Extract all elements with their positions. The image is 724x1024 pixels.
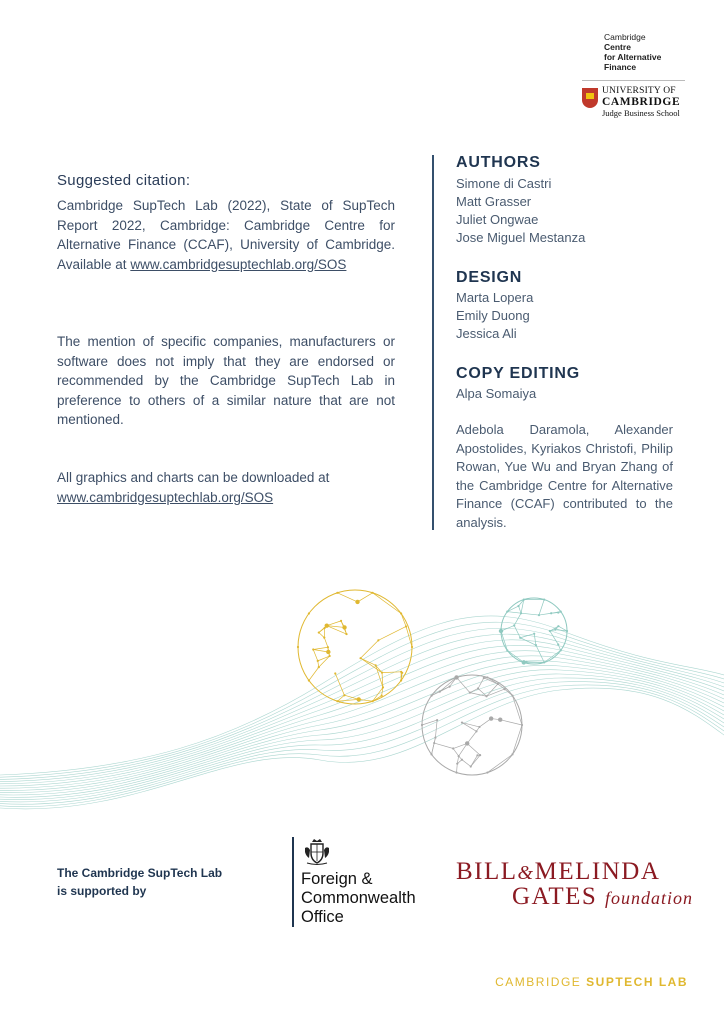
ccaf-logo-line4: Finance: [604, 62, 637, 72]
copy-editing-heading: COPY EDITING: [456, 365, 580, 382]
suptech-lab-brand: [495, 975, 688, 989]
designer-name: Marta Lopera: [456, 290, 534, 305]
cambridge-crest-icon: [582, 88, 598, 108]
author-name: Juliet Ongwae: [456, 212, 539, 227]
fco-line2: Commonwealth: [301, 889, 416, 907]
network-spheres: [297, 590, 568, 775]
copy-editor-name: Alpa Somaiya: [456, 386, 537, 401]
supported-by-line1: The Cambridge SupTech Lab: [57, 866, 223, 880]
gates-foundation-word: foundation: [605, 888, 694, 908]
royal-coat-of-arms-icon: [303, 838, 331, 866]
authors-heading: AUTHORS: [456, 154, 541, 171]
citation-link[interactable]: www.cambridgesuptechlab.org/SOS: [130, 256, 347, 272]
copy-editing-list: [456, 385, 673, 403]
fco-logo-rule: [292, 837, 294, 927]
cambridge-logo-line2: CAMBRIDGE: [602, 96, 681, 108]
supported-by-line2: is supported by: [57, 884, 147, 898]
author-name: Simone di Castri: [456, 176, 552, 191]
logo-divider: [582, 80, 685, 81]
citation-title: Suggested citation:: [57, 172, 191, 189]
ccaf-logo-line3: for Alternative: [604, 52, 662, 62]
designer-name: Jessica Ali: [456, 326, 517, 341]
graphics-note: [57, 468, 395, 507]
disclaimer-text: The mention of specific companies, manufacturers or software does not imply that they are endorsed or recommended by the Cambridge SupTech Lab in preference to others of a similar nature that are not mentioned.: [57, 334, 395, 427]
cambridge-logo-line3: Judge Business School: [602, 108, 680, 118]
author-name: Matt Grasser: [456, 194, 532, 209]
cambridge-logo-line1: UNIVERSITY OF: [602, 86, 676, 96]
ccaf-logo: [604, 32, 661, 72]
cambridge-logo: [602, 86, 680, 119]
supported-by-text: [57, 864, 222, 900]
fco-line3: Office: [301, 908, 344, 926]
design-list: [456, 289, 673, 343]
author-name: Jose Miguel Mestanza: [456, 230, 586, 245]
ccaf-logo-line2: Centre: [604, 42, 631, 52]
graphics-text: All graphics and charts can be downloaded at: [57, 470, 330, 485]
flowing-lines-decoration: [0, 616, 724, 809]
citation-text: Cambridge SupTech Lab (2022), State of SupTech Report 2022, Cambridge: Cambridge Centre for Alternative Finance (CCAF), University of Cambridge. Available at: [57, 198, 395, 272]
authors-list: [456, 175, 673, 247]
fco-logo: [301, 870, 416, 927]
design-heading: DESIGN: [456, 269, 523, 286]
brand-part2: SUPTECH LAB: [586, 975, 688, 989]
citation-body: [57, 196, 395, 274]
network-spheres-illustration: [0, 575, 724, 815]
gates-gates: GATES: [512, 883, 598, 910]
designer-name: Emily Duong: [456, 308, 530, 323]
graphics-link[interactable]: www.cambridgesuptechlab.org/SOS: [57, 489, 274, 505]
gates-bill: BILL: [456, 858, 518, 885]
contributors-text: Adebola Daramola, Alexander Apostolides, Kyriakos Christofi, Philip Rowan, Yue Wu and Bryan Zhang of the Cambridge Centre for Alternative Finance (CCAF) contributed to the analysis.: [456, 422, 673, 530]
column-divider: [432, 155, 434, 530]
gates-ampersand: &: [517, 862, 535, 884]
ccaf-logo-line1: Cambridge: [604, 32, 646, 42]
fco-line1: Foreign &: [301, 870, 373, 888]
gates-melinda: MELINDA: [534, 858, 661, 885]
gates-foundation-logo: [456, 858, 693, 911]
brand-part1: CAMBRIDGE: [495, 975, 582, 989]
